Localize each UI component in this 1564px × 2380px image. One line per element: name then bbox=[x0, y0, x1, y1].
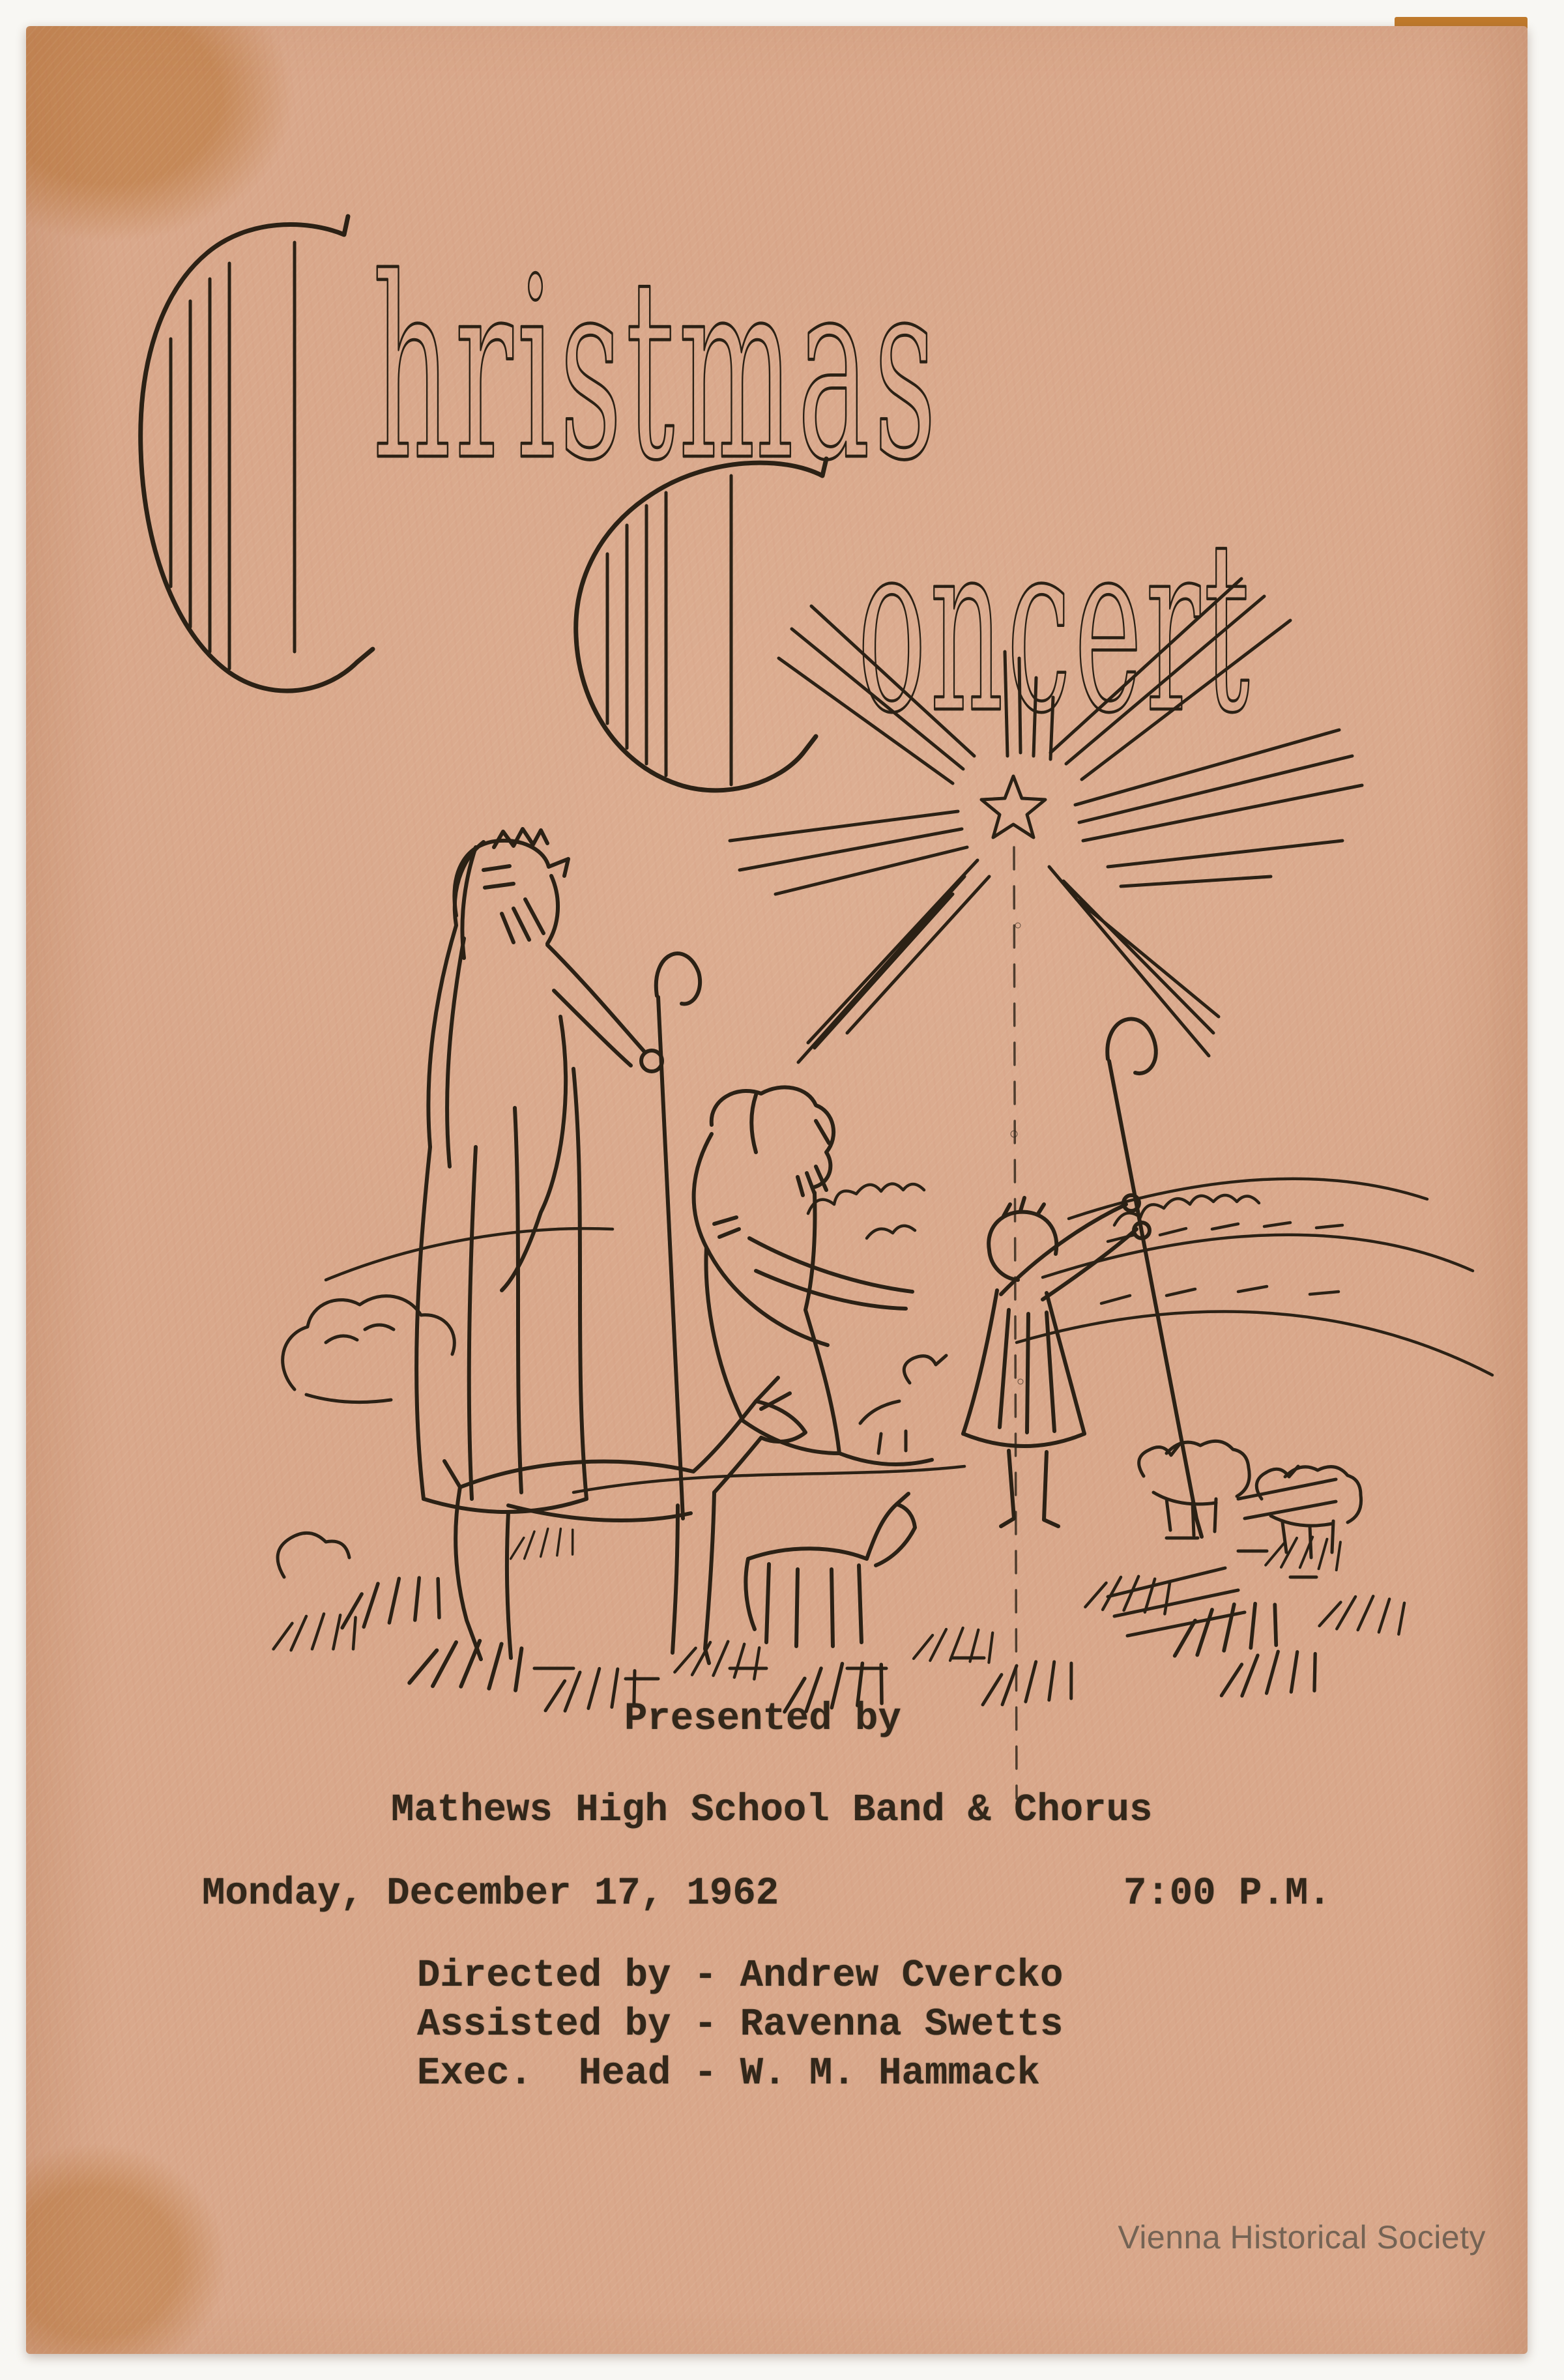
shepherd-king bbox=[416, 829, 700, 1518]
credit-assistant: Assisted by - Ravenna Swetts bbox=[417, 2003, 1064, 2046]
title-concert-text: oncert bbox=[858, 491, 1254, 766]
shepherd-child bbox=[963, 1019, 1202, 1537]
kneeling-shepherd bbox=[694, 1087, 932, 1464]
event-date: Monday, December 17, 1962 bbox=[202, 1872, 779, 1915]
decorative-c-icon bbox=[141, 216, 373, 691]
bushes bbox=[278, 1296, 454, 1577]
distant-flock bbox=[808, 1183, 1259, 1238]
title-christmas-text: hristmas bbox=[373, 225, 940, 516]
watermark-text: Vienna Historical Society bbox=[1118, 2219, 1486, 2256]
title-christmas bbox=[141, 216, 940, 691]
organization-name: Mathews High School Band & Chorus bbox=[391, 1788, 1153, 1832]
credits-block bbox=[417, 1951, 1063, 2098]
small-lamb bbox=[860, 1356, 946, 1453]
credit-exec-head: Exec. Head - W. M. Hammack bbox=[417, 2052, 1040, 2095]
presented-by-label: Presented by bbox=[624, 1697, 901, 1741]
lamb bbox=[746, 1494, 915, 1646]
event-time: 7:00 P.M. bbox=[1123, 1872, 1331, 1915]
grass-tufts bbox=[274, 1479, 1405, 1713]
credit-director: Directed by - Andrew Cvercko bbox=[417, 1954, 1064, 1997]
